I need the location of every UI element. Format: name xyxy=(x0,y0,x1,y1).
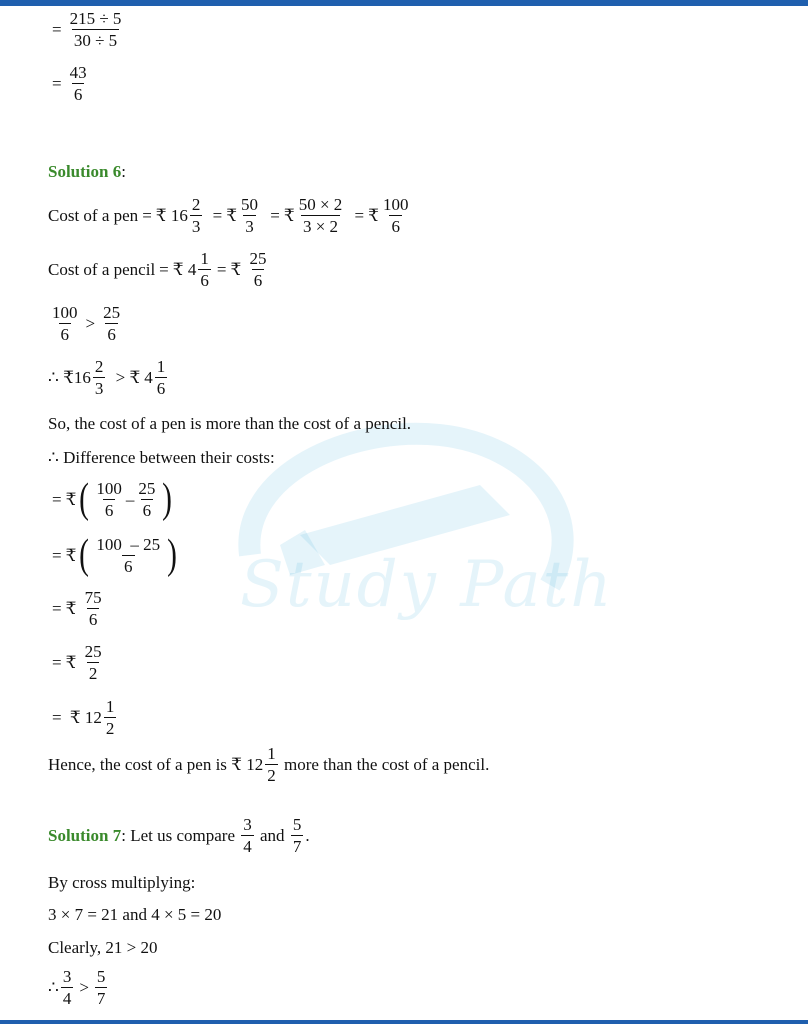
difference-label: ∴ Difference between their costs: xyxy=(48,448,275,467)
products-line: 3 × 7 = 21 and 4 × 5 = 20 xyxy=(48,905,222,924)
compare-mixed: ∴ ₹ 16 $\frac{2}{3}$ > ₹ 4 $\frac{1}{6}$ xyxy=(48,357,166,398)
solution-7-line: Solution 7 : Let us compare $\frac{3}{4}$ and $\frac{5}{7}$ . xyxy=(48,815,310,856)
watermark-text: Study Path xyxy=(240,548,614,622)
sol5-step2: = $\frac{43}{6}$ xyxy=(52,63,87,104)
pencil-cost-line: Cost of a pencil = ₹ 4 $\frac{1}{6}$ = ₹ $\frac{25}{6}$ xyxy=(48,249,267,290)
diff-step1: = ₹ ( $\frac{100}{6}$ – $\frac{25}{6}$ ) xyxy=(52,476,173,522)
pen-cost-line: Cost of a pen = ₹ 16 $\frac{2}{3}$ = ₹ $\frac{50}{3}$ = ₹ $\frac{50 \times 2}{3 \times 2}$ = ₹ $\frac{100}{6}$ xyxy=(48,195,409,236)
pen-logo-watermark xyxy=(210,405,600,665)
final-compare: ∴ $\frac{3}{4}$ > $\frac{5}{7}$ xyxy=(48,967,106,1008)
solution-6-heading: Solution 6 : xyxy=(48,162,126,181)
conclusion-text: So, the cost of a pen is more than the cost of a pencil. xyxy=(48,414,412,433)
final-answer: Hence, the cost of a pen is ₹ 12 $\frac{1}{2}$ more than the cost of a pencil. xyxy=(48,744,490,785)
diff-step4: = ₹ $\frac{25}{2}$ xyxy=(52,642,102,683)
sol5-step1: = $\frac{215 \div 5}{30 \div 5}$ xyxy=(52,9,122,50)
top-border xyxy=(0,0,808,6)
compare-fractions: $\frac{100}{6}$ > $\frac{25}{6}$ xyxy=(52,303,121,344)
bottom-border xyxy=(0,1020,808,1024)
fraction: $\frac{215 \div 5}{30 \div 5}$ xyxy=(69,9,122,50)
diff-step3: = ₹ $\frac{75}{6}$ xyxy=(52,588,102,629)
diff-step5: = ₹ 12 $\frac{1}{2}$ xyxy=(52,697,115,738)
fraction: $\frac{43}{6}$ xyxy=(69,63,87,104)
diff-step2: = ₹ ( $\frac{100 - 25}{6}$ ) xyxy=(52,532,178,578)
clearly-line: Clearly, 21 > 20 xyxy=(48,938,158,957)
cross-multiply-label: By cross multiplying: xyxy=(48,873,196,892)
